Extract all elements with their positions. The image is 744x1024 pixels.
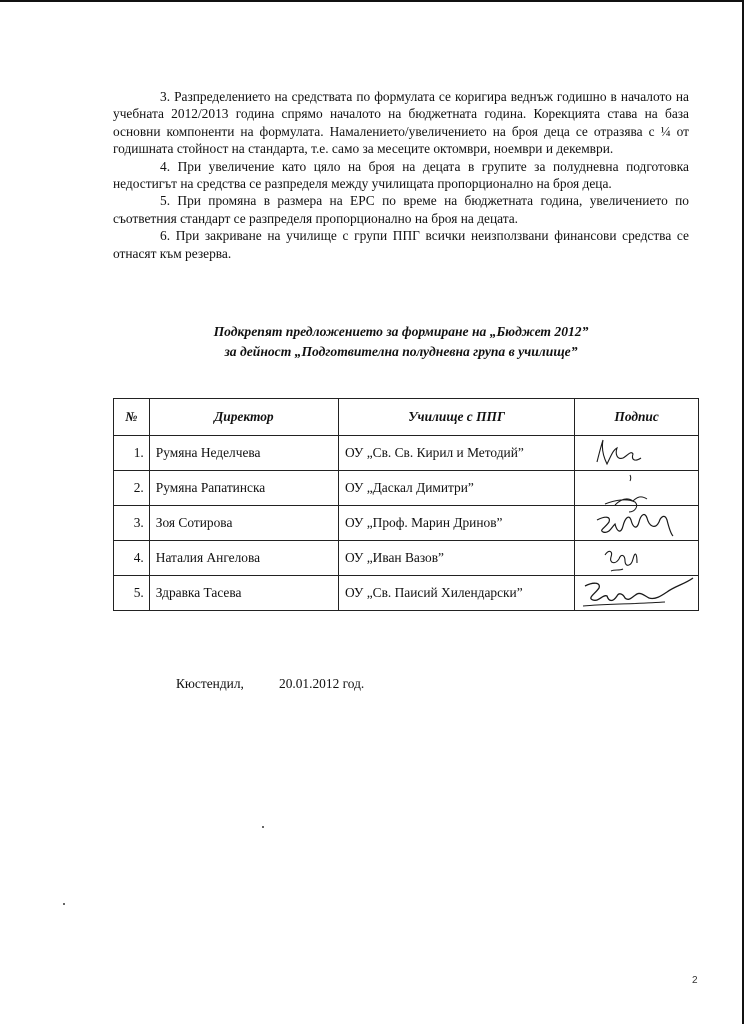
row-school: ОУ „Св. Св. Кирил и Методий” (338, 436, 574, 471)
row-school: ОУ „Даскал Димитри” (338, 471, 574, 506)
handwritten-signature-1 (575, 436, 705, 470)
heading-line-1: Подкрепят предложението за формиране на „Бюджет 2012” (213, 324, 589, 339)
table-row (114, 506, 699, 541)
row-director: Румяна Рапатинска (149, 471, 338, 506)
support-heading (113, 322, 689, 362)
handwritten-signature-3 (575, 506, 705, 540)
heading-line-2: за дейност „Подготвителна полудневна група в училище” (224, 344, 578, 359)
table-row (114, 576, 699, 611)
row-director: Наталия Ангелова (149, 541, 338, 576)
scan-speck (63, 903, 65, 905)
row-num: 2. (114, 471, 150, 506)
row-director: Зоя Сотирова (149, 506, 338, 541)
scan-speck (262, 826, 264, 828)
table-row (114, 436, 699, 471)
date: 20.01.2012 год. (279, 676, 365, 691)
row-signature (575, 541, 699, 576)
row-num: 5. (114, 576, 150, 611)
table-row (114, 471, 699, 506)
row-director: Румяна Неделчева (149, 436, 338, 471)
row-director: Здравка Тасева (149, 576, 338, 611)
document-body (113, 88, 689, 262)
handwritten-signature-2 (575, 471, 705, 505)
row-signature (575, 436, 699, 471)
place-and-date (176, 676, 364, 692)
table-row (114, 541, 699, 576)
paragraph-6: 6. При закриване на училище с групи ППГ всички неизползвани финансови средства се отнасят към резерва. (113, 228, 689, 261)
header-signature: Подпис (575, 399, 699, 436)
row-num: 4. (114, 541, 150, 576)
row-school: ОУ „Проф. Марин Дринов” (338, 506, 574, 541)
row-school: ОУ „Св. Паисий Хилендарски” (338, 576, 574, 611)
scan-border-top (0, 0, 744, 2)
header-director: Директор (149, 399, 338, 436)
handwritten-signature-5 (575, 576, 705, 610)
signatures-table (113, 398, 699, 611)
paragraph-3: 3. Разпределението на средствата по формулата се коригира веднъж годишно в началото на учебната 2012/2013 година спрямо началото на бюджетната година. Корекцията става на база основни компоненти на формулата. Намалението/увеличението на броя деца се отразява с ¼ от годишната стойност на стандарта, т.е. само за месеците октомври, ноември и декември. (113, 89, 689, 157)
page-number: 2 (692, 975, 698, 986)
place: Кюстендил, (176, 676, 244, 691)
row-school: ОУ „Иван Вазов” (338, 541, 574, 576)
handwritten-signature-4 (575, 541, 705, 575)
header-num: № (114, 399, 150, 436)
row-signature (575, 471, 699, 506)
row-signature (575, 576, 699, 611)
row-num: 1. (114, 436, 150, 471)
paragraph-4: 4. При увеличение като цяло на броя на децата в групите за полудневна подготовка недостигът на средства се разпределя между училищата пропорционално на броя деца. (113, 158, 689, 192)
row-num: 3. (114, 506, 150, 541)
table-header-row (114, 399, 699, 436)
row-signature (575, 506, 699, 541)
header-school: Училище с ППГ (338, 399, 574, 436)
paragraph-5: 5. При промяна в размера на ЕРС по време на бюджетната година, увеличението по съответния стандарт се разпределя пропорционално на броя на децата. (113, 193, 689, 226)
